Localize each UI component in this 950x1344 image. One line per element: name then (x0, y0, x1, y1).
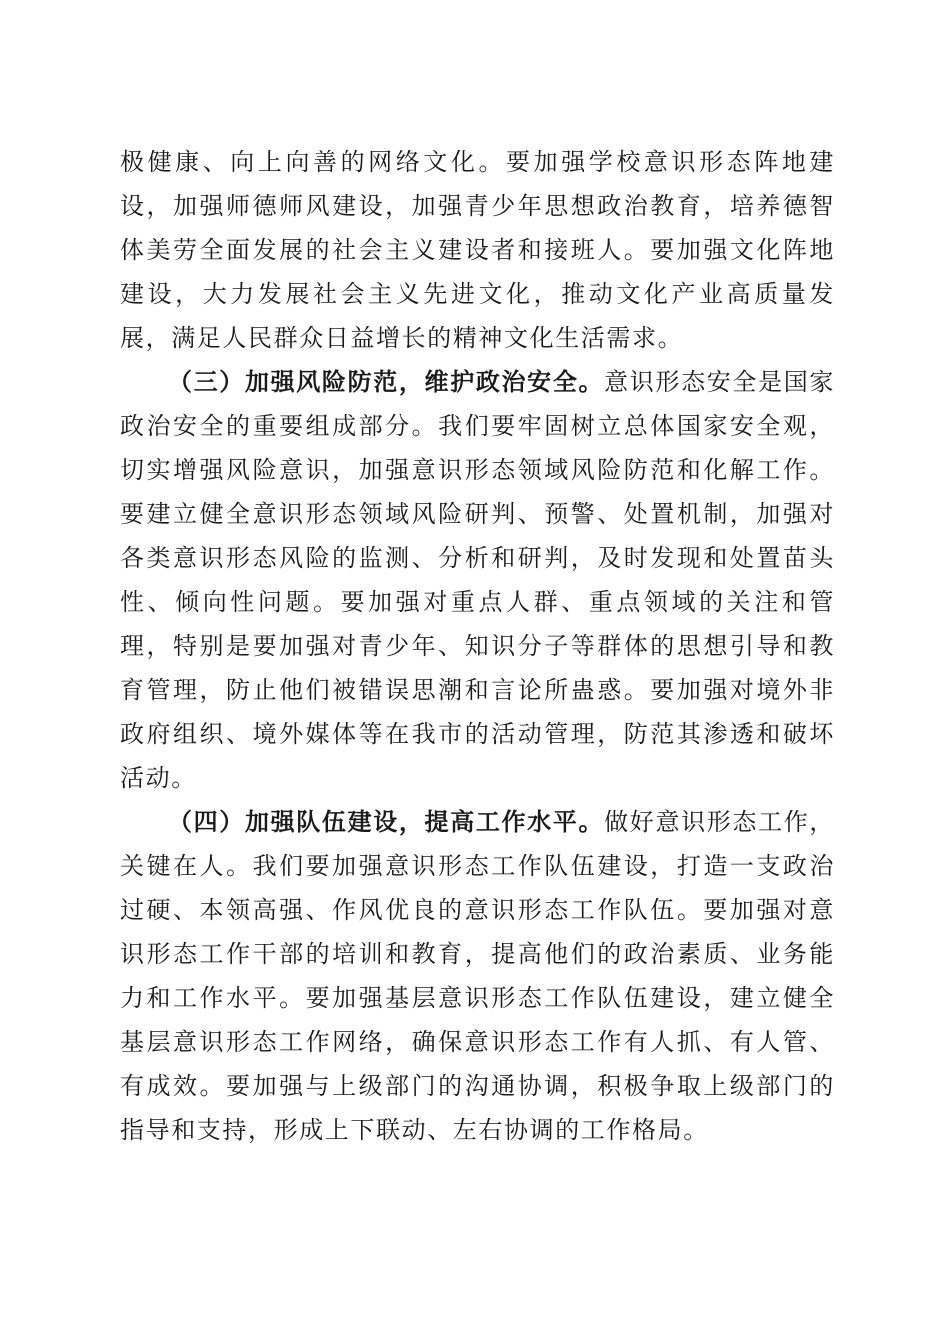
document-body (120, 140, 835, 1152)
paragraph-text: 做好意识形态工作，关键在人。我们要加强意识形态工作队伍建设，打造一支政治过硬、本领高强、作风优良的意识形态工作队伍。要加强对意识形态工作干部的培训和教育，提高他们的政治素质、业务能力和工作水平。要加强基层意识形态工作队伍建设，建立健全基层意识形态工作网络，确保意识形态工作有人抓、有人管、有成效。要加强与上级部门的沟通协调，积极争取上级部门的指导和支持，形成上下联动、左右协调的工作格局。 (120, 808, 836, 1144)
section-heading-3: （三）加强风险防范，维护政治安全。 (168, 367, 605, 396)
paragraph-text: 意识形态安全是国家政治安全的重要组成部分。我们要牢固树立总体国家安全观，切实增强风险意识，加强意识形态领域风险防范和化解工作。要建立健全意识形态领域风险研判、预警、处置机制，加强对各类意识形态风险的监测、分析和研判，及时发现和处置苗头性、倾向性问题。要加强对重点人群、重点领域的关注和管理，特别是要加强对青少年、知识分子等群体的思想引导和教育管理，防止他们被错误思潮和言论所蛊惑。要加强对境外非政府组织、境外媒体等在我市的活动管理，防范其渗透和破坏活动。 (120, 368, 836, 792)
paragraph-section-3 (120, 360, 835, 800)
paragraph-section-4 (120, 800, 835, 1152)
paragraph-continuation (120, 140, 835, 360)
section-heading-4: （四）加强队伍建设，提高工作水平。 (168, 807, 605, 836)
paragraph-text: 极健康、向上向善的网络文化。要加强学校意识形态阵地建设，加强师德师风建设，加强青少年思想政治教育，培养德智体美劳全面发展的社会主义建设者和接班人。要加强文化阵地建设，大力发展社会主义先进文化，推动文化产业高质量发展，满足人民群众日益增长的精神文化生活需求。 (120, 148, 835, 352)
